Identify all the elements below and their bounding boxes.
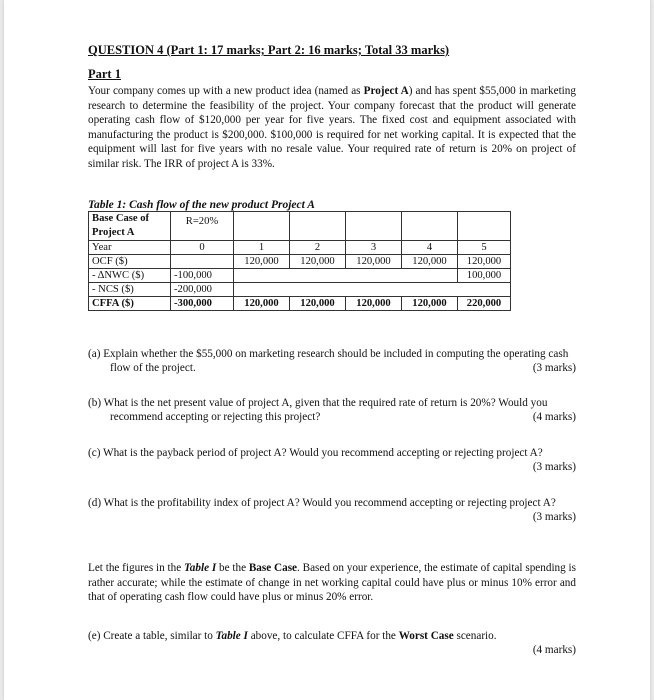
table-cell: -200,000 bbox=[171, 283, 234, 297]
table-cell bbox=[290, 283, 346, 297]
question-e bbox=[88, 629, 576, 656]
question-text: (c) What is the payback period of project A? Would you recommend accepting or rejecting project A? bbox=[88, 447, 543, 459]
qe-text-1: (e) Create a table, similar to bbox=[88, 630, 216, 642]
scenario-paragraph bbox=[88, 561, 576, 605]
table-cell: 120,000 bbox=[458, 255, 511, 269]
table-cell: 3 bbox=[346, 241, 402, 255]
question-d bbox=[88, 496, 576, 523]
table-cell: 120,000 bbox=[290, 255, 346, 269]
table-row bbox=[89, 283, 511, 297]
question-marks: (3 marks) bbox=[532, 511, 576, 523]
question-marks: (3 marks) bbox=[532, 362, 576, 374]
para2-text-3: . Based on your experience, the estimate of capital spending is rather accurate; while the estimate of change in net working capital could have plus or minus 10% error and that of operating cash flow could have plus or minus 20% error. bbox=[88, 562, 576, 604]
table-cell: 100,000 bbox=[458, 269, 511, 283]
table-row bbox=[89, 255, 511, 269]
table-cell bbox=[234, 283, 290, 297]
table-cell: 120,000 bbox=[234, 297, 290, 311]
intro-text-1: Your company comes up with a new product idea (named as bbox=[88, 85, 364, 97]
table-cell bbox=[290, 269, 346, 283]
question-marks: (4 marks) bbox=[532, 644, 576, 656]
table-caption: Table 1: Cash flow of the new product Project A bbox=[88, 199, 315, 211]
table-row bbox=[89, 269, 511, 283]
table-row bbox=[89, 241, 511, 255]
question-text bbox=[88, 629, 576, 643]
row-label: OCF ($) bbox=[89, 255, 171, 269]
question-marks: (3 marks) bbox=[532, 461, 576, 473]
intro-project-name: Project A bbox=[363, 85, 409, 97]
qe-text-3: scenario. bbox=[453, 630, 497, 642]
table-cell bbox=[234, 269, 290, 283]
question-marks: (4 marks) bbox=[532, 411, 576, 423]
table-cell bbox=[346, 283, 402, 297]
table-row bbox=[89, 297, 511, 311]
para2-base-case: Base Case bbox=[248, 562, 298, 574]
table-cell: 2 bbox=[290, 241, 346, 255]
table-cell: 5 bbox=[458, 241, 511, 255]
table-cell bbox=[346, 269, 402, 283]
table-cell bbox=[402, 283, 458, 297]
table-cell: 4 bbox=[402, 241, 458, 255]
para2-table-ref: Table I bbox=[184, 562, 217, 574]
intro-text-2: ) and has spent $55,000 in marketing research to determine the feasibility of the project. Your company forecast that the product will generate operating cash flow of $120,000 per year for five years. The fixed cost and equipment associated with manufacturing the product is $200,000. $100,000 is required for net working capital. It is expected that the equipment will last for five years with no resale value. Your required rate of return is 20% on project of similar risk. The IRR of project A is 33%. bbox=[88, 85, 576, 170]
part-heading: Part 1 bbox=[88, 67, 121, 81]
table-cell bbox=[402, 269, 458, 283]
row-label: - ΔNWC ($) bbox=[89, 269, 171, 283]
table-cell: 120,000 bbox=[402, 297, 458, 311]
question-text: (a) Explain whether the $55,000 on marketing research should be included in computing the operating cash flow of the project. bbox=[88, 348, 569, 374]
cash-flow-table bbox=[88, 211, 511, 311]
table-header-row bbox=[89, 212, 511, 241]
row-label: Year bbox=[89, 241, 171, 255]
intro-paragraph bbox=[88, 84, 576, 172]
question-text: (b) What is the net present value of project A, given that the required rate of return is 20%? Would you recommend accepting or rejecting this project? bbox=[88, 397, 548, 423]
table-cell bbox=[171, 255, 234, 269]
qe-worst-case: Worst Case bbox=[398, 630, 454, 642]
document-page bbox=[4, 0, 650, 700]
table-cell: -100,000 bbox=[171, 269, 234, 283]
question-b bbox=[88, 396, 576, 424]
base-case-label: Base Case of Project A bbox=[89, 212, 171, 241]
table-cell: 1 bbox=[234, 241, 290, 255]
table-cell: 120,000 bbox=[346, 297, 402, 311]
rate-cell: R=20% bbox=[171, 212, 234, 241]
qe-table-ref: Table I bbox=[215, 630, 248, 642]
table-cell: 220,000 bbox=[458, 297, 511, 311]
table-cell: 120,000 bbox=[234, 255, 290, 269]
question-c bbox=[88, 446, 576, 473]
table-cell: 120,000 bbox=[402, 255, 458, 269]
question-title: QUESTION 4 (Part 1: 17 marks; Part 2: 16 marks; Total 33 marks) bbox=[88, 43, 450, 57]
table-cell: 120,000 bbox=[290, 297, 346, 311]
question-text: (d) What is the profitability index of project A? Would you recommend accepting or rejecting project A? bbox=[88, 497, 556, 509]
qe-text-2: above, to calculate CFFA for the bbox=[247, 630, 399, 642]
question-a bbox=[88, 347, 576, 375]
para2-text-1: Let the figures in the bbox=[88, 562, 184, 574]
table-cell: 0 bbox=[171, 241, 234, 255]
row-label: CFFA ($) bbox=[89, 297, 171, 311]
para2-text-2: be the bbox=[216, 562, 249, 574]
table-cell: -300,000 bbox=[171, 297, 234, 311]
row-label: - NCS ($) bbox=[89, 283, 171, 297]
table-cell bbox=[458, 283, 511, 297]
table-cell: 120,000 bbox=[346, 255, 402, 269]
